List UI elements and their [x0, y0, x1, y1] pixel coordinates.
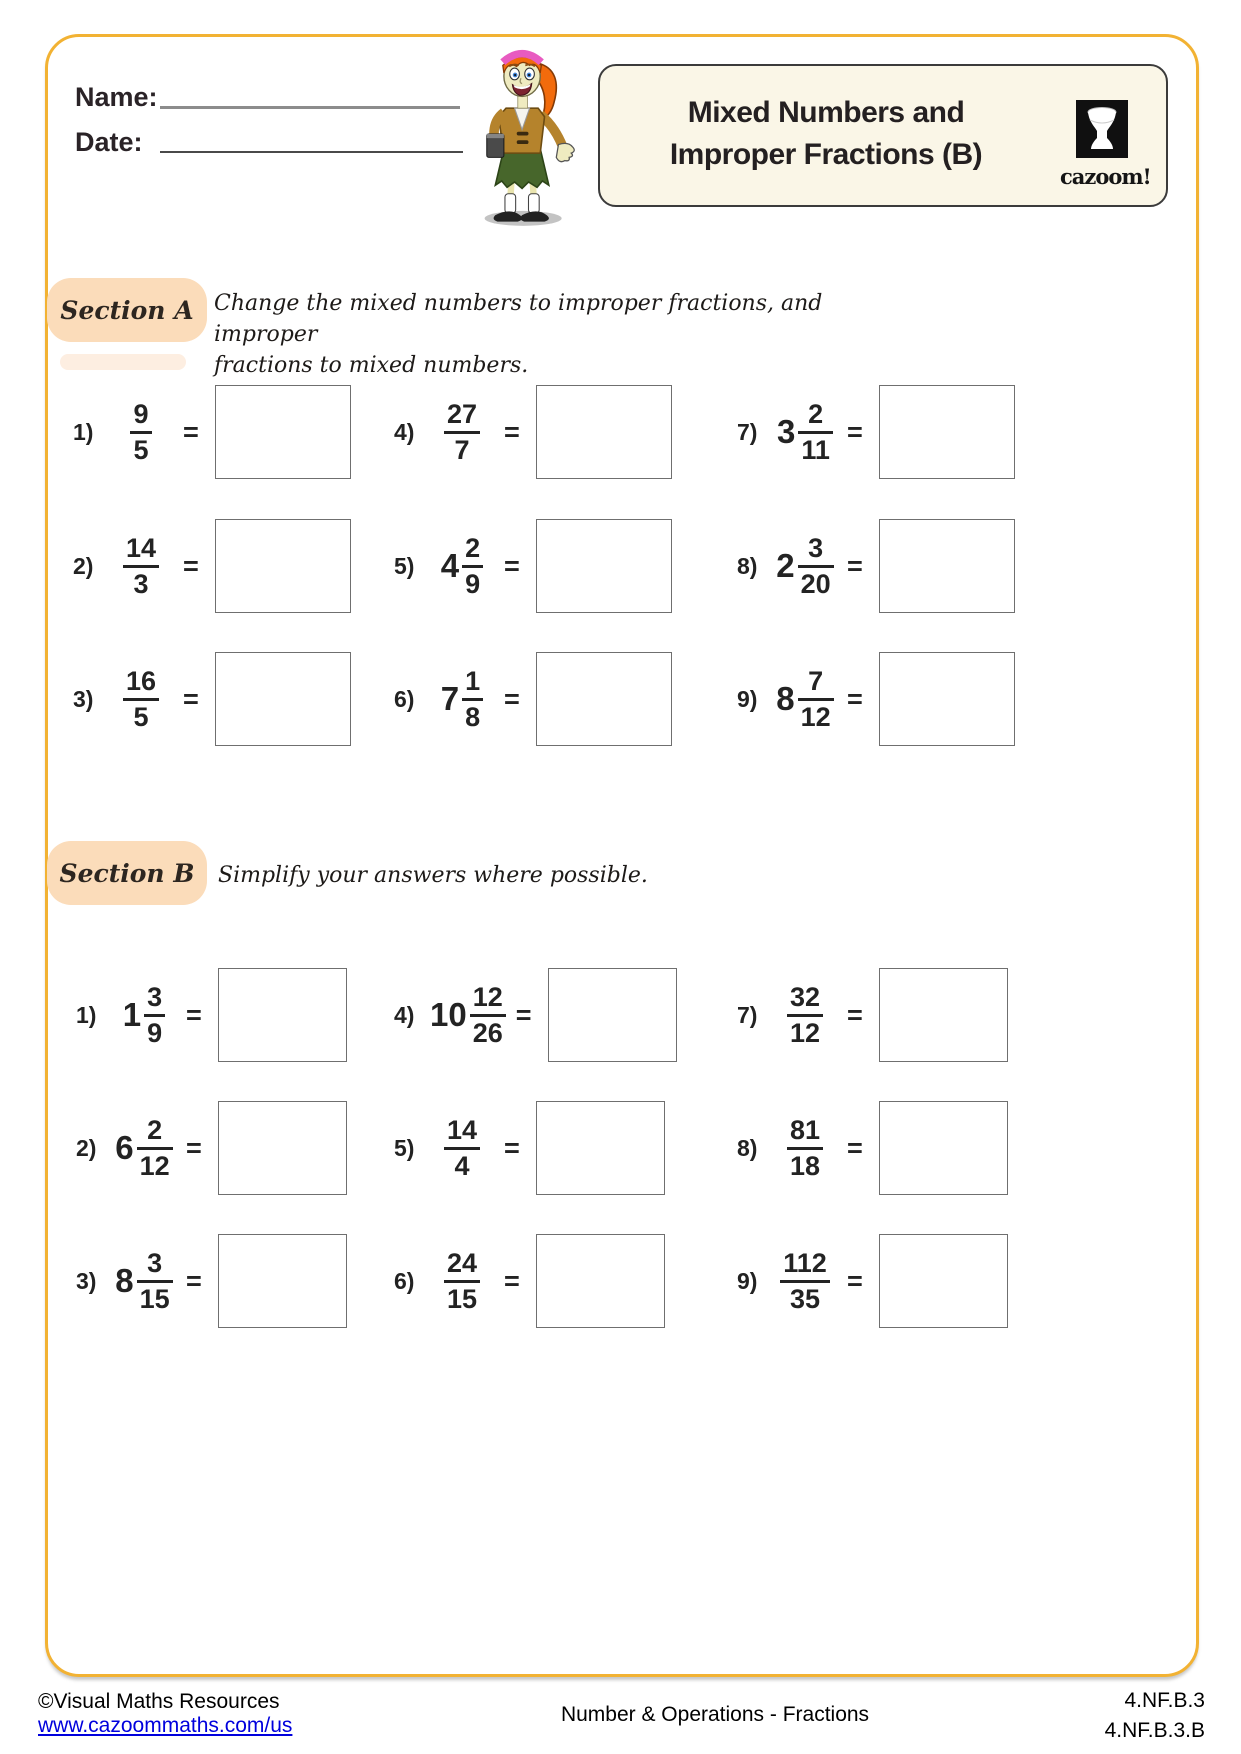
problem-expression	[109, 398, 173, 465]
worksheet-title-box	[598, 64, 1168, 207]
whole-number: 8	[115, 1262, 134, 1299]
equals-sign: =	[186, 999, 202, 1030]
fraction	[444, 1114, 480, 1181]
fraction-numerator: 3	[147, 981, 163, 1012]
fraction-denominator: 11	[801, 434, 830, 465]
fraction-denominator: 5	[133, 701, 149, 732]
section-a-label: Section A	[47, 278, 207, 342]
answer-box[interactable]	[548, 968, 677, 1062]
answer-box[interactable]	[215, 519, 351, 613]
problem-number: 5)	[394, 1134, 415, 1161]
problem-number: 9)	[737, 1267, 758, 1294]
problem-number: 4)	[394, 1001, 415, 1028]
worksheet-title	[604, 92, 1048, 176]
answer-box[interactable]	[215, 385, 351, 479]
fraction-numerator: 3	[147, 1247, 163, 1278]
equals-sign: =	[504, 550, 520, 581]
fraction	[798, 398, 833, 465]
fraction-denominator: 18	[789, 1150, 821, 1181]
problem-number: 2)	[76, 1134, 97, 1161]
whole-number: 6	[115, 1129, 134, 1166]
fraction-denominator: 35	[789, 1283, 821, 1314]
section-b-instructions: Simplify your answers where possible.	[218, 863, 648, 888]
fraction-bar	[144, 1014, 165, 1017]
answer-box[interactable]	[879, 1101, 1008, 1195]
problem-b7	[737, 967, 1008, 1063]
fraction	[130, 398, 151, 465]
whole-number: 1	[122, 996, 142, 1033]
problem-number: 8)	[737, 552, 758, 579]
problem-a5	[394, 518, 672, 614]
footer-copyright: ©Visual Maths Resources	[38, 1690, 280, 1713]
fraction-bar	[130, 431, 151, 434]
equals-sign: =	[504, 1265, 520, 1296]
problem-a6	[394, 651, 672, 747]
answer-box[interactable]	[879, 519, 1015, 613]
fraction-numerator: 3	[808, 532, 824, 563]
equals-sign: =	[847, 683, 863, 714]
problem-a7	[737, 384, 1015, 480]
problem-b4	[394, 967, 677, 1063]
answer-box[interactable]	[536, 652, 672, 746]
whole-number: 2	[776, 547, 795, 584]
answer-box[interactable]	[879, 385, 1015, 479]
problem-expression	[773, 1247, 837, 1314]
fraction-denominator: 12	[139, 1150, 170, 1181]
problem-expression	[773, 1114, 837, 1181]
fraction-numerator: 1	[465, 665, 481, 696]
fraction-denominator: 15	[446, 1283, 478, 1314]
equals-sign: =	[504, 1132, 520, 1163]
fraction-bar	[787, 1147, 823, 1150]
footer-url-link[interactable]: www.cazoommaths.com/us	[38, 1714, 293, 1737]
equals-sign: =	[183, 683, 199, 714]
problem-number: 3)	[73, 685, 94, 712]
problem-expression	[430, 1114, 494, 1181]
fraction	[470, 981, 506, 1048]
answer-box[interactable]	[218, 1101, 347, 1195]
problem-a4	[394, 384, 672, 480]
problem-number: 6)	[394, 1267, 415, 1294]
footer-standard-2: 4.NF.B.3.B	[1104, 1719, 1205, 1742]
problem-a3	[73, 651, 351, 747]
equals-sign: =	[504, 683, 520, 714]
equals-sign: =	[504, 416, 520, 447]
fraction-bar	[444, 431, 480, 434]
problem-a2	[73, 518, 351, 614]
fraction-denominator: 5	[133, 434, 149, 465]
answer-box[interactable]	[879, 652, 1015, 746]
answer-box[interactable]	[536, 1234, 665, 1328]
fraction-bar	[123, 698, 159, 701]
fraction-denominator: 26	[472, 1017, 503, 1048]
fraction-bar	[798, 565, 834, 568]
fraction-denominator: 12	[789, 1017, 821, 1048]
problem-number: 7)	[737, 1001, 758, 1028]
cazoom-logo	[1060, 100, 1151, 189]
problem-number: 9)	[737, 685, 758, 712]
fraction-numerator: 2	[808, 398, 824, 429]
problem-number: 5)	[394, 552, 415, 579]
problem-b6	[394, 1233, 665, 1329]
section-a-ghost-strip	[60, 354, 186, 370]
problem-expression	[112, 1247, 176, 1314]
problem-expression	[430, 1247, 494, 1314]
fraction	[144, 981, 165, 1048]
problem-expression	[773, 532, 837, 599]
problem-expression	[430, 665, 494, 732]
footer-center-text: Number & Operations - Fractions	[560, 1703, 870, 1726]
girl-character-icon	[462, 44, 580, 228]
fraction-denominator: 15	[139, 1283, 170, 1314]
problem-b3	[76, 1233, 347, 1329]
fraction-numerator: 2	[147, 1114, 163, 1145]
equals-sign: =	[186, 1132, 202, 1163]
whole-number: 4	[440, 547, 460, 584]
problem-number: 1)	[73, 418, 94, 445]
problem-b5	[394, 1100, 665, 1196]
equals-sign: =	[847, 416, 863, 447]
fraction-denominator: 7	[454, 434, 470, 465]
fraction-bar	[137, 1147, 173, 1150]
footer-standards	[1105, 1686, 1205, 1746]
fraction	[462, 665, 483, 732]
fraction-numerator: 32	[789, 981, 821, 1012]
fraction-numerator: 81	[789, 1114, 821, 1145]
fraction-denominator: 9	[465, 568, 481, 599]
answer-box[interactable]	[536, 385, 672, 479]
fraction-bar	[470, 1014, 506, 1017]
section-a-instructions-line2: fractions to mixed numbers.	[214, 353, 529, 378]
problem-b8	[737, 1100, 1008, 1196]
fraction-denominator: 4	[454, 1150, 470, 1181]
fraction-numerator: 112	[783, 1247, 827, 1278]
fraction	[787, 981, 823, 1048]
problem-a9	[737, 651, 1015, 747]
fraction-bar	[462, 698, 483, 701]
fraction	[798, 665, 834, 732]
problem-expression	[112, 981, 176, 1048]
fraction-bar	[462, 565, 483, 568]
fraction-numerator: 7	[808, 665, 824, 696]
title-line-1: Mixed Numbers and	[687, 96, 965, 129]
fraction	[123, 665, 159, 732]
fraction	[137, 1114, 173, 1181]
fraction	[798, 532, 834, 599]
problem-number: 3)	[76, 1267, 97, 1294]
equals-sign: =	[847, 999, 863, 1030]
problem-a1	[73, 384, 351, 480]
problem-a8	[737, 518, 1015, 614]
name-label: Name:	[75, 82, 158, 112]
fraction-bar	[798, 431, 833, 434]
fraction-numerator: 24	[446, 1247, 478, 1278]
problem-expression	[430, 532, 494, 599]
section-a-instructions-line1: Change the mixed numbers to improper fractions, and improper	[214, 291, 823, 347]
fraction-bar	[787, 1014, 823, 1017]
fraction	[462, 532, 483, 599]
section-b-label: Section B	[47, 841, 207, 905]
student-character-illustration	[462, 44, 580, 233]
answer-box[interactable]	[215, 652, 351, 746]
problem-expression	[430, 398, 494, 465]
problem-number: 6)	[394, 685, 415, 712]
fraction	[787, 1114, 823, 1181]
fraction	[780, 1247, 830, 1314]
fraction-numerator: 27	[446, 398, 478, 429]
problem-number: 4)	[394, 418, 415, 445]
cazoom-drum-icon	[1076, 100, 1128, 158]
title-line-2: Improper Fractions (B)	[669, 138, 983, 171]
answer-box[interactable]	[879, 1234, 1008, 1328]
whole-number: 3	[777, 413, 796, 450]
fraction-denominator: 9	[147, 1017, 163, 1048]
fraction-numerator: 2	[465, 532, 481, 563]
fraction-bar	[444, 1147, 480, 1150]
name-write-line[interactable]	[160, 106, 460, 109]
fraction	[123, 532, 159, 599]
answer-box[interactable]	[218, 968, 347, 1062]
fraction	[444, 398, 480, 465]
fraction-denominator: 3	[133, 568, 149, 599]
fraction-numerator: 9	[133, 398, 149, 429]
worksheet-page-border	[45, 34, 1199, 1677]
answer-box[interactable]	[879, 968, 1008, 1062]
answer-box[interactable]	[536, 1101, 665, 1195]
whole-number: 7	[440, 680, 460, 717]
problem-expression	[109, 532, 173, 599]
fraction-numerator: 14	[446, 1114, 478, 1145]
date-write-line[interactable]	[160, 151, 463, 153]
equals-sign: =	[183, 416, 199, 447]
footer-standard-1: 4.NF.B.3	[1124, 1689, 1205, 1712]
fraction-bar	[798, 698, 834, 701]
fraction-bar	[137, 1280, 173, 1283]
fraction-numerator: 16	[125, 665, 157, 696]
problem-b2	[76, 1100, 347, 1196]
footer-left	[38, 1690, 292, 1738]
fraction-bar	[780, 1280, 830, 1283]
section-a-instructions	[214, 288, 854, 381]
fraction	[444, 1247, 480, 1314]
whole-number: 8	[776, 680, 795, 717]
fraction-numerator: 12	[472, 981, 503, 1012]
problem-expression	[773, 665, 837, 732]
problem-expression	[112, 1114, 176, 1181]
fraction-bar	[444, 1280, 480, 1283]
answer-box[interactable]	[536, 519, 672, 613]
date-label: Date:	[75, 127, 143, 157]
cazoom-logo-text: cazoom!	[1060, 164, 1151, 189]
equals-sign: =	[515, 999, 532, 1030]
problem-b1	[76, 967, 347, 1063]
problem-number: 1)	[76, 1001, 97, 1028]
problem-number: 2)	[73, 552, 94, 579]
fraction-denominator: 20	[800, 568, 831, 599]
equals-sign: =	[186, 1265, 202, 1296]
fraction-denominator: 8	[465, 701, 481, 732]
equals-sign: =	[847, 550, 863, 581]
answer-box[interactable]	[218, 1234, 347, 1328]
whole-number: 10	[430, 996, 467, 1033]
fraction-denominator: 12	[800, 701, 831, 732]
problem-number: 7)	[737, 418, 758, 445]
problem-expression	[430, 981, 506, 1048]
equals-sign: =	[847, 1265, 863, 1296]
fraction-numerator: 14	[125, 532, 157, 563]
problem-expression	[773, 398, 837, 465]
fraction-bar	[123, 565, 159, 568]
problem-expression	[773, 981, 837, 1048]
equals-sign: =	[183, 550, 199, 581]
equals-sign: =	[847, 1132, 863, 1163]
problem-number: 8)	[737, 1134, 758, 1161]
fraction	[137, 1247, 173, 1314]
problem-expression	[109, 665, 173, 732]
problem-b9	[737, 1233, 1008, 1329]
